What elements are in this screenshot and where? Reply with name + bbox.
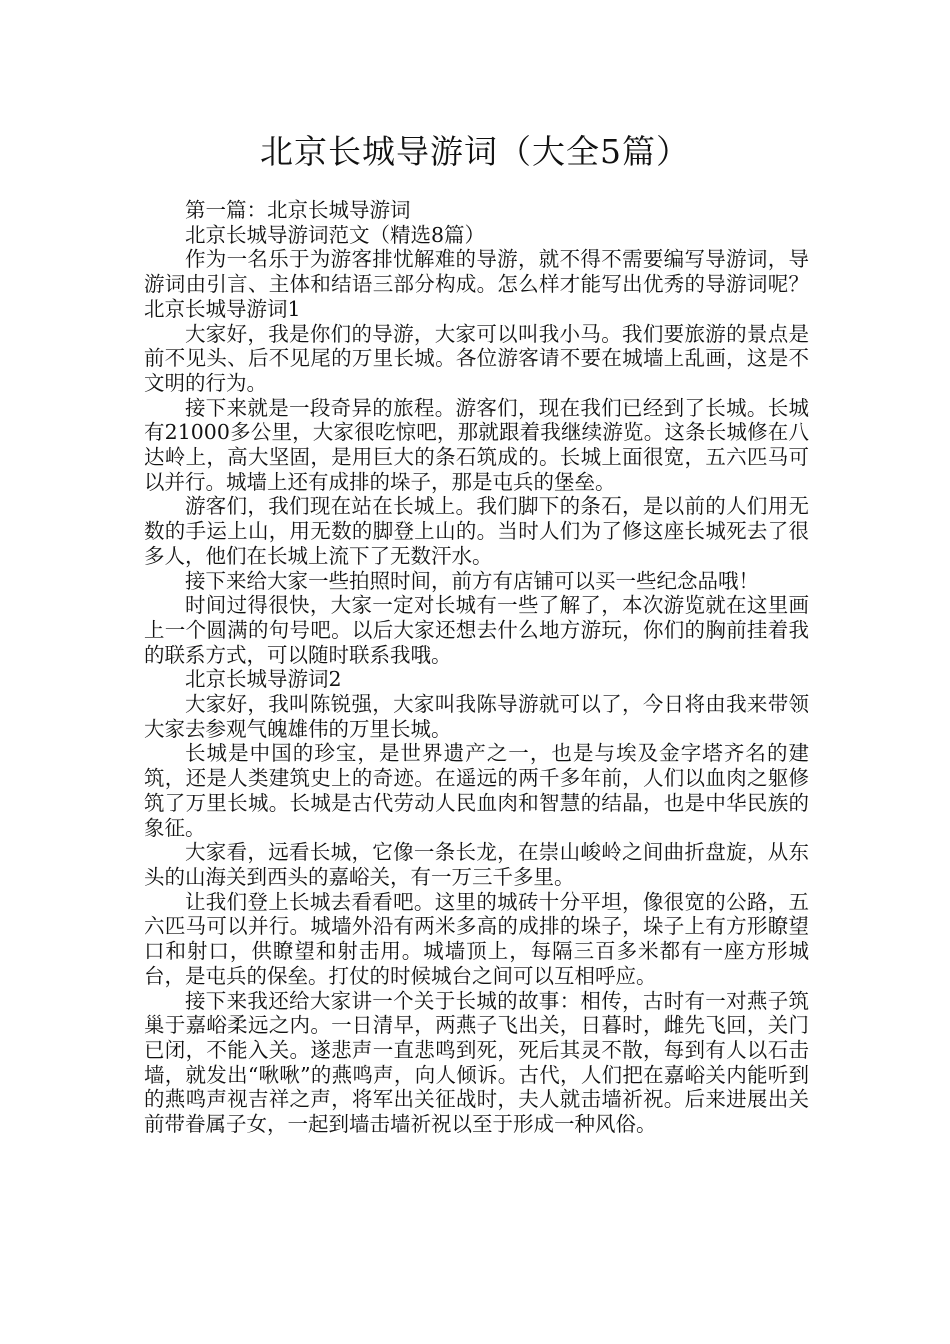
paragraph-4: 大家好，我是你们的导游，大家可以叫我小马。我们要旅游的景点是前不见头、后不见尾的万里长城。各位游客请不要在城墙上乱画，这是不文明的行为。 <box>144 321 809 395</box>
paragraph-2: 北京长城导游词范文（精选8篇） <box>185 222 486 247</box>
paragraph-8: 时间过得很快，大家一定对长城有一些了解了，本次游览就在这里画上一个圆满的句号吧。以后大家还想去什么地方游玩，你们的胸前挂着我的联系方式，可以随时联系我哦。 <box>144 593 809 667</box>
paragraph-5: 接下来就是一段奇异的旅程。游客们，现在我们已经到了长城。长城有21000多公里，大家很吃惊吧，那就跟着我继续游览。这条长城修在八达岭上，高大坚固，是用巨大的条石筑成的。长城上面很宽，五六匹马可以并行。城墙上还有成排的垛子，那是屯兵的堡垒。 <box>144 395 809 494</box>
paragraph-14: 接下来我还给大家讲一个关于长城的故事：相传，古时有一对燕子筑巢于嘉峪柔远之内。一日清早，两燕子飞出关，日暮时，雌先飞回，关门已闭，不能入关。遂悲声一直悲鸣到死，死后其灵不散，每到有人以石击墙，就发出“啾啾”的燕鸣声，向人倾诉。古代，人们把在嘉峪关内能听到的燕鸣声视吉祥之声，将军出关征战时，夫人就击墙祈祝。后来进展出关前带眷属子女，一起到墙击墙祈祝以至于形成一种风俗。 <box>144 988 809 1137</box>
paragraph-12: 大家看，远看长城，它像一条长龙，在崇山峻岭之间曲折盘旋，从东头的山海关到西头的嘉峪关，有一万三千多里。 <box>144 840 809 889</box>
paragraph-11: 长城是中国的珍宝，是世界遗产之一，也是与埃及金字塔齐名的建筑，还是人类建筑史上的奇迹。在遥远的两千多年前，人们以血肉之躯修筑了万里长城。长城是古代劳动人民血肉和智慧的结晶，也是中华民族的象征。 <box>144 741 809 840</box>
paragraph-7: 接下来给大家一些拍照时间，前方有店铺可以买一些纪念品哦！ <box>185 568 759 593</box>
paragraph-10: 大家好，我叫陈锐强，大家叫我陈导游就可以了，今日将由我来带领大家去参观气魄雄伟的万里长城。 <box>144 692 809 741</box>
paragraph-6: 游客们，我们现在站在长城上。我们脚下的条石，是以前的人们用无数的手运上山，用无数的脚登上山的。当时人们为了修这座长城死去了很多人，他们在长城上流下了无数汗水。 <box>144 494 809 568</box>
document-body <box>144 198 809 1137</box>
paragraph-13: 让我们登上长城去看看吧。这里的城砖十分平坦，像很宽的公路，五六匹马可以并行。城墙外沿有两米多高的成排的垛子，垛子上有方形瞭望口和射口，供瞭望和射击用。城墙顶上，每隔三百多米都有一座方形城台，是屯兵的保垒。打仗的时候城台之间可以互相呼应。 <box>144 889 809 988</box>
paragraph-1: 第一篇：北京长城导游词 <box>185 198 411 222</box>
paragraph-9: 北京长城导游词2 <box>185 667 342 692</box>
paragraph-3: 作为一名乐于为游客排忧解难的导游，就不得不需要编写导游词，导游词由引言、主体和结语三部分构成。怎么样才能写出优秀的导游词呢？北京长城导游词1 <box>144 247 809 321</box>
document-title: 北京长城导游词（大全5篇） <box>260 132 690 171</box>
